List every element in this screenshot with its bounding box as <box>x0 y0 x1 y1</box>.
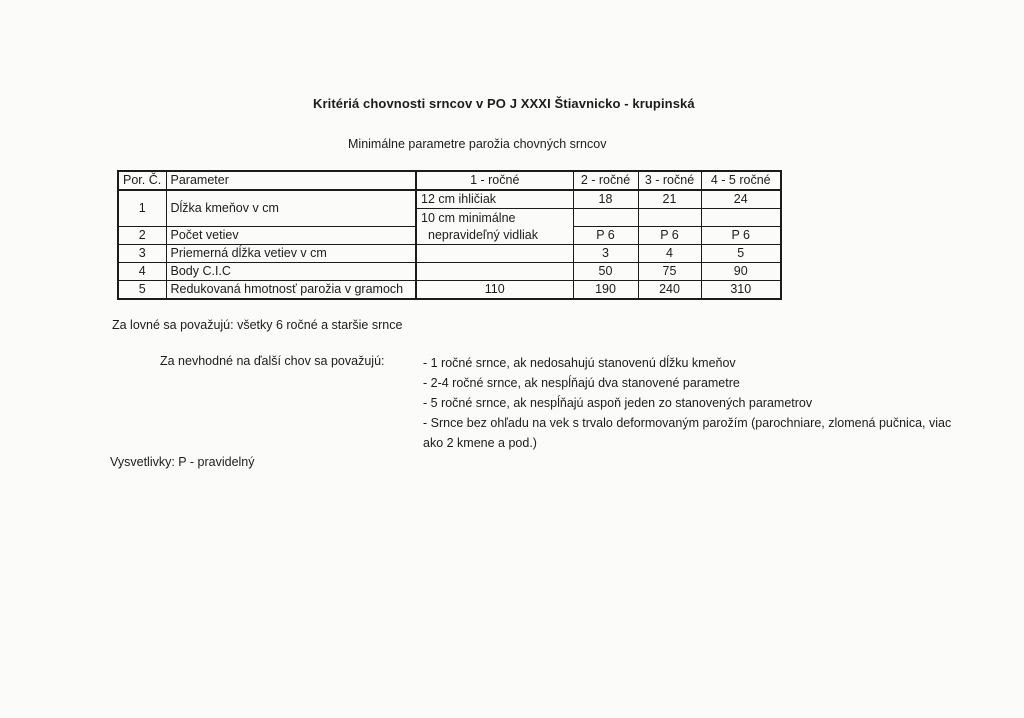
cell-row3-y1 <box>416 245 573 263</box>
cell-row2-y3: P 6 <box>638 227 701 245</box>
cell-row1-y3: 21 <box>638 190 701 209</box>
page-subtitle: Minimálne parametre parožia chovných srncov <box>348 137 607 151</box>
note-lovne: Za lovné sa považujú: všetky 6 ročné a staršie srnce <box>112 318 403 332</box>
cell-row5-parameter: Redukovaná hmotnosť parožia v gramoch <box>166 281 416 300</box>
header-por-c: Por. Č. <box>118 171 166 190</box>
table-row <box>118 190 781 209</box>
cell-merged-y1-line2: nepravideľný vidliak <box>428 227 538 242</box>
cell-row4-y1 <box>416 263 573 281</box>
header-4-5-rocne: 4 - 5 ročné <box>701 171 781 190</box>
cell-row3-y2: 3 <box>573 245 638 263</box>
cell-rowgap-y2 <box>573 209 638 227</box>
cell-row4-no: 4 <box>118 263 166 281</box>
nevhodne-item: - 2-4 ročné srnce, ak nespĺňajú dva stanovené parametre <box>423 376 740 390</box>
cell-row1-y2: 18 <box>573 190 638 209</box>
cell-row5-y45: 310 <box>701 281 781 300</box>
note-vysvetlivky: Vysvetlivky: P - pravidelný <box>110 455 255 469</box>
cell-row4-y2: 50 <box>573 263 638 281</box>
note-nevhodne-label: Za nevhodné na ďalší chov sa považujú: <box>160 354 385 368</box>
header-3-rocne: 3 - ročné <box>638 171 701 190</box>
cell-rowgap-y45 <box>701 209 781 227</box>
table-row <box>118 263 781 281</box>
note-nevhodne-items <box>423 353 963 453</box>
cell-merged-y1 <box>416 209 573 245</box>
table-row <box>118 245 781 263</box>
cell-row3-no: 3 <box>118 245 166 263</box>
criteria-table <box>117 170 782 300</box>
header-parameter: Parameter <box>166 171 416 190</box>
cell-row5-no: 5 <box>118 281 166 300</box>
cell-row2-parameter: Počet vetiev <box>166 227 416 245</box>
table-header-row <box>118 171 781 190</box>
cell-row4-y45: 90 <box>701 263 781 281</box>
header-1-rocne: 1 - ročné <box>416 171 573 190</box>
cell-merged-y1-line1: 10 cm minimálne <box>421 210 516 225</box>
cell-row4-y3: 75 <box>638 263 701 281</box>
cell-row2-no: 2 <box>118 227 166 245</box>
cell-row3-parameter: Priemerná dĺžka vetiev v cm <box>166 245 416 263</box>
page-title: Kritériá chovnosti srncov v PO J XXXI Štiavnicko - krupinská <box>313 96 695 111</box>
cell-row3-y45: 5 <box>701 245 781 263</box>
header-2-rocne: 2 - ročné <box>573 171 638 190</box>
cell-row1-y45: 24 <box>701 190 781 209</box>
nevhodne-item: - 1 ročné srnce, ak nedosahujú stanovenú dĺžku kmeňov <box>423 356 736 370</box>
cell-row5-y3: 240 <box>638 281 701 300</box>
cell-row5-y1: 110 <box>416 281 573 300</box>
cell-row1-y1: 12 cm ihličiak <box>416 190 573 209</box>
cell-rowgap-y3 <box>638 209 701 227</box>
cell-row3-y3: 4 <box>638 245 701 263</box>
cell-row4-parameter: Body C.I.C <box>166 263 416 281</box>
cell-row5-y2: 190 <box>573 281 638 300</box>
table-row <box>118 281 781 300</box>
nevhodne-item: - Srnce bez ohľadu na vek s trvalo deformovaným parožím (parochniare, zlomená pučnica, viac ako 2 kmene a pod.) <box>423 416 952 450</box>
nevhodne-item: - 5 ročné srnce, ak nespĺňajú aspoň jeden zo stanovených parametrov <box>423 396 813 410</box>
cell-row2-y45: P 6 <box>701 227 781 245</box>
cell-row1-no: 1 <box>118 190 166 227</box>
cell-row2-y2: P 6 <box>573 227 638 245</box>
cell-row1-parameter: Dĺžka kmeňov v cm <box>166 190 416 227</box>
